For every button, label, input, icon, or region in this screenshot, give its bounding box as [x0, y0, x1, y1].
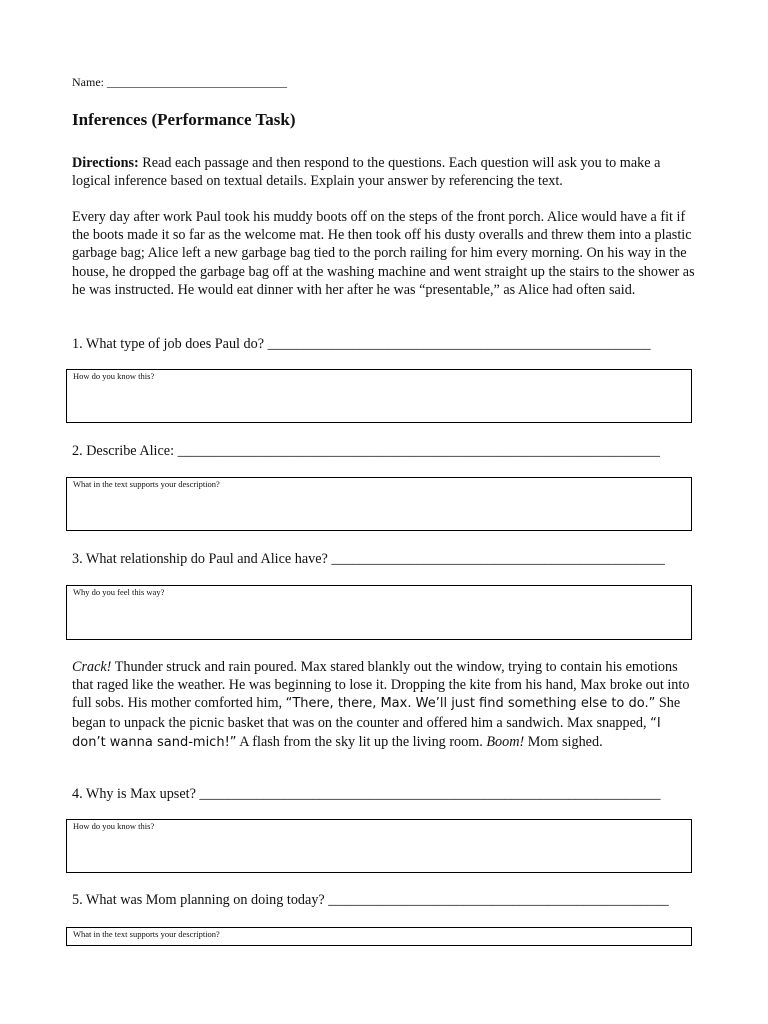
question-3: 3. What relationship do Paul and Alice have? _______________________________________________ [72, 551, 665, 567]
passage-two-text-1: Thunder struck and rain poured. Max stared blankly out the window, trying to contain his emotions that raged like the weather. He was beginning to lose it. Dropping the kite from his hand, Max broke out into full sobs. His mother comforted him, [72, 659, 690, 712]
directions-paragraph [72, 154, 696, 190]
passage-two-boom: Boom! [486, 733, 525, 750]
answer-box-5-label: What in the text supports your description? [73, 929, 220, 939]
answer-box-5[interactable] [66, 927, 692, 946]
question-4: 4. Why is Max upset? _________________________________________________________________ [72, 786, 661, 802]
passage-two-text-3: A flash from the sky lit up the living room. [236, 733, 487, 750]
page-title: Inferences (Performance Task) [72, 110, 296, 129]
name-field-label: Name: ______________________________ [72, 75, 287, 89]
question-5: 5. What was Mom planning on doing today? ________________________________________________ [72, 892, 669, 908]
answer-box-1-label: How do you know this? [73, 371, 155, 381]
passage-two-text-2: She began to unpack the picnic basket that was on the counter and offered him a sandwich. Max snapped, [72, 695, 681, 731]
question-2: 2. Describe Alice: ____________________________________________________________________ [72, 443, 660, 459]
passage-two-quote-2: “I don’t wanna sand-mich!” [72, 715, 661, 750]
answer-box-1[interactable] [66, 369, 692, 423]
answer-box-3[interactable] [66, 585, 692, 640]
answer-box-4-label: How do you know this? [73, 821, 155, 831]
passage-two-quote-1: “There, there, Max. We’ll just find something else to do.” [285, 696, 656, 712]
passage-one: Every day after work Paul took his muddy boots off on the steps of the front porch. Alice would have a fit if the boots made it so far as the welcome mat. He then took off his dusty overalls and threw them into a plastic garbage bag; Alice left a new garbage bag tied to the porch railing for him every morning. On his way in the house, he dropped the garbage bag off at the washing machine and went straight up the stairs to the shower as he was instructed. He would eat dinner with her after he was “presentable,” as Alice had often said. [72, 209, 695, 298]
passage-two-crack: Crack! [72, 659, 112, 675]
question-1: 1. What type of job does Paul do? ______________________________________________________ [72, 336, 651, 352]
answer-box-2-label: What in the text supports your description? [73, 479, 220, 489]
directions-text: Read each passage and then respond to the questions. Each question will ask you to make a logical inference based on textual details. Explain your answer by referencing the text. [72, 155, 661, 190]
passage-two [72, 658, 696, 752]
answer-box-2[interactable] [66, 477, 692, 531]
directions-label: Directions: [72, 155, 139, 171]
answer-box-4[interactable] [66, 819, 692, 873]
passage-two-text-4: Mom sighed. [524, 733, 603, 750]
answer-box-3-label: Why do you feel this way? [73, 587, 165, 597]
